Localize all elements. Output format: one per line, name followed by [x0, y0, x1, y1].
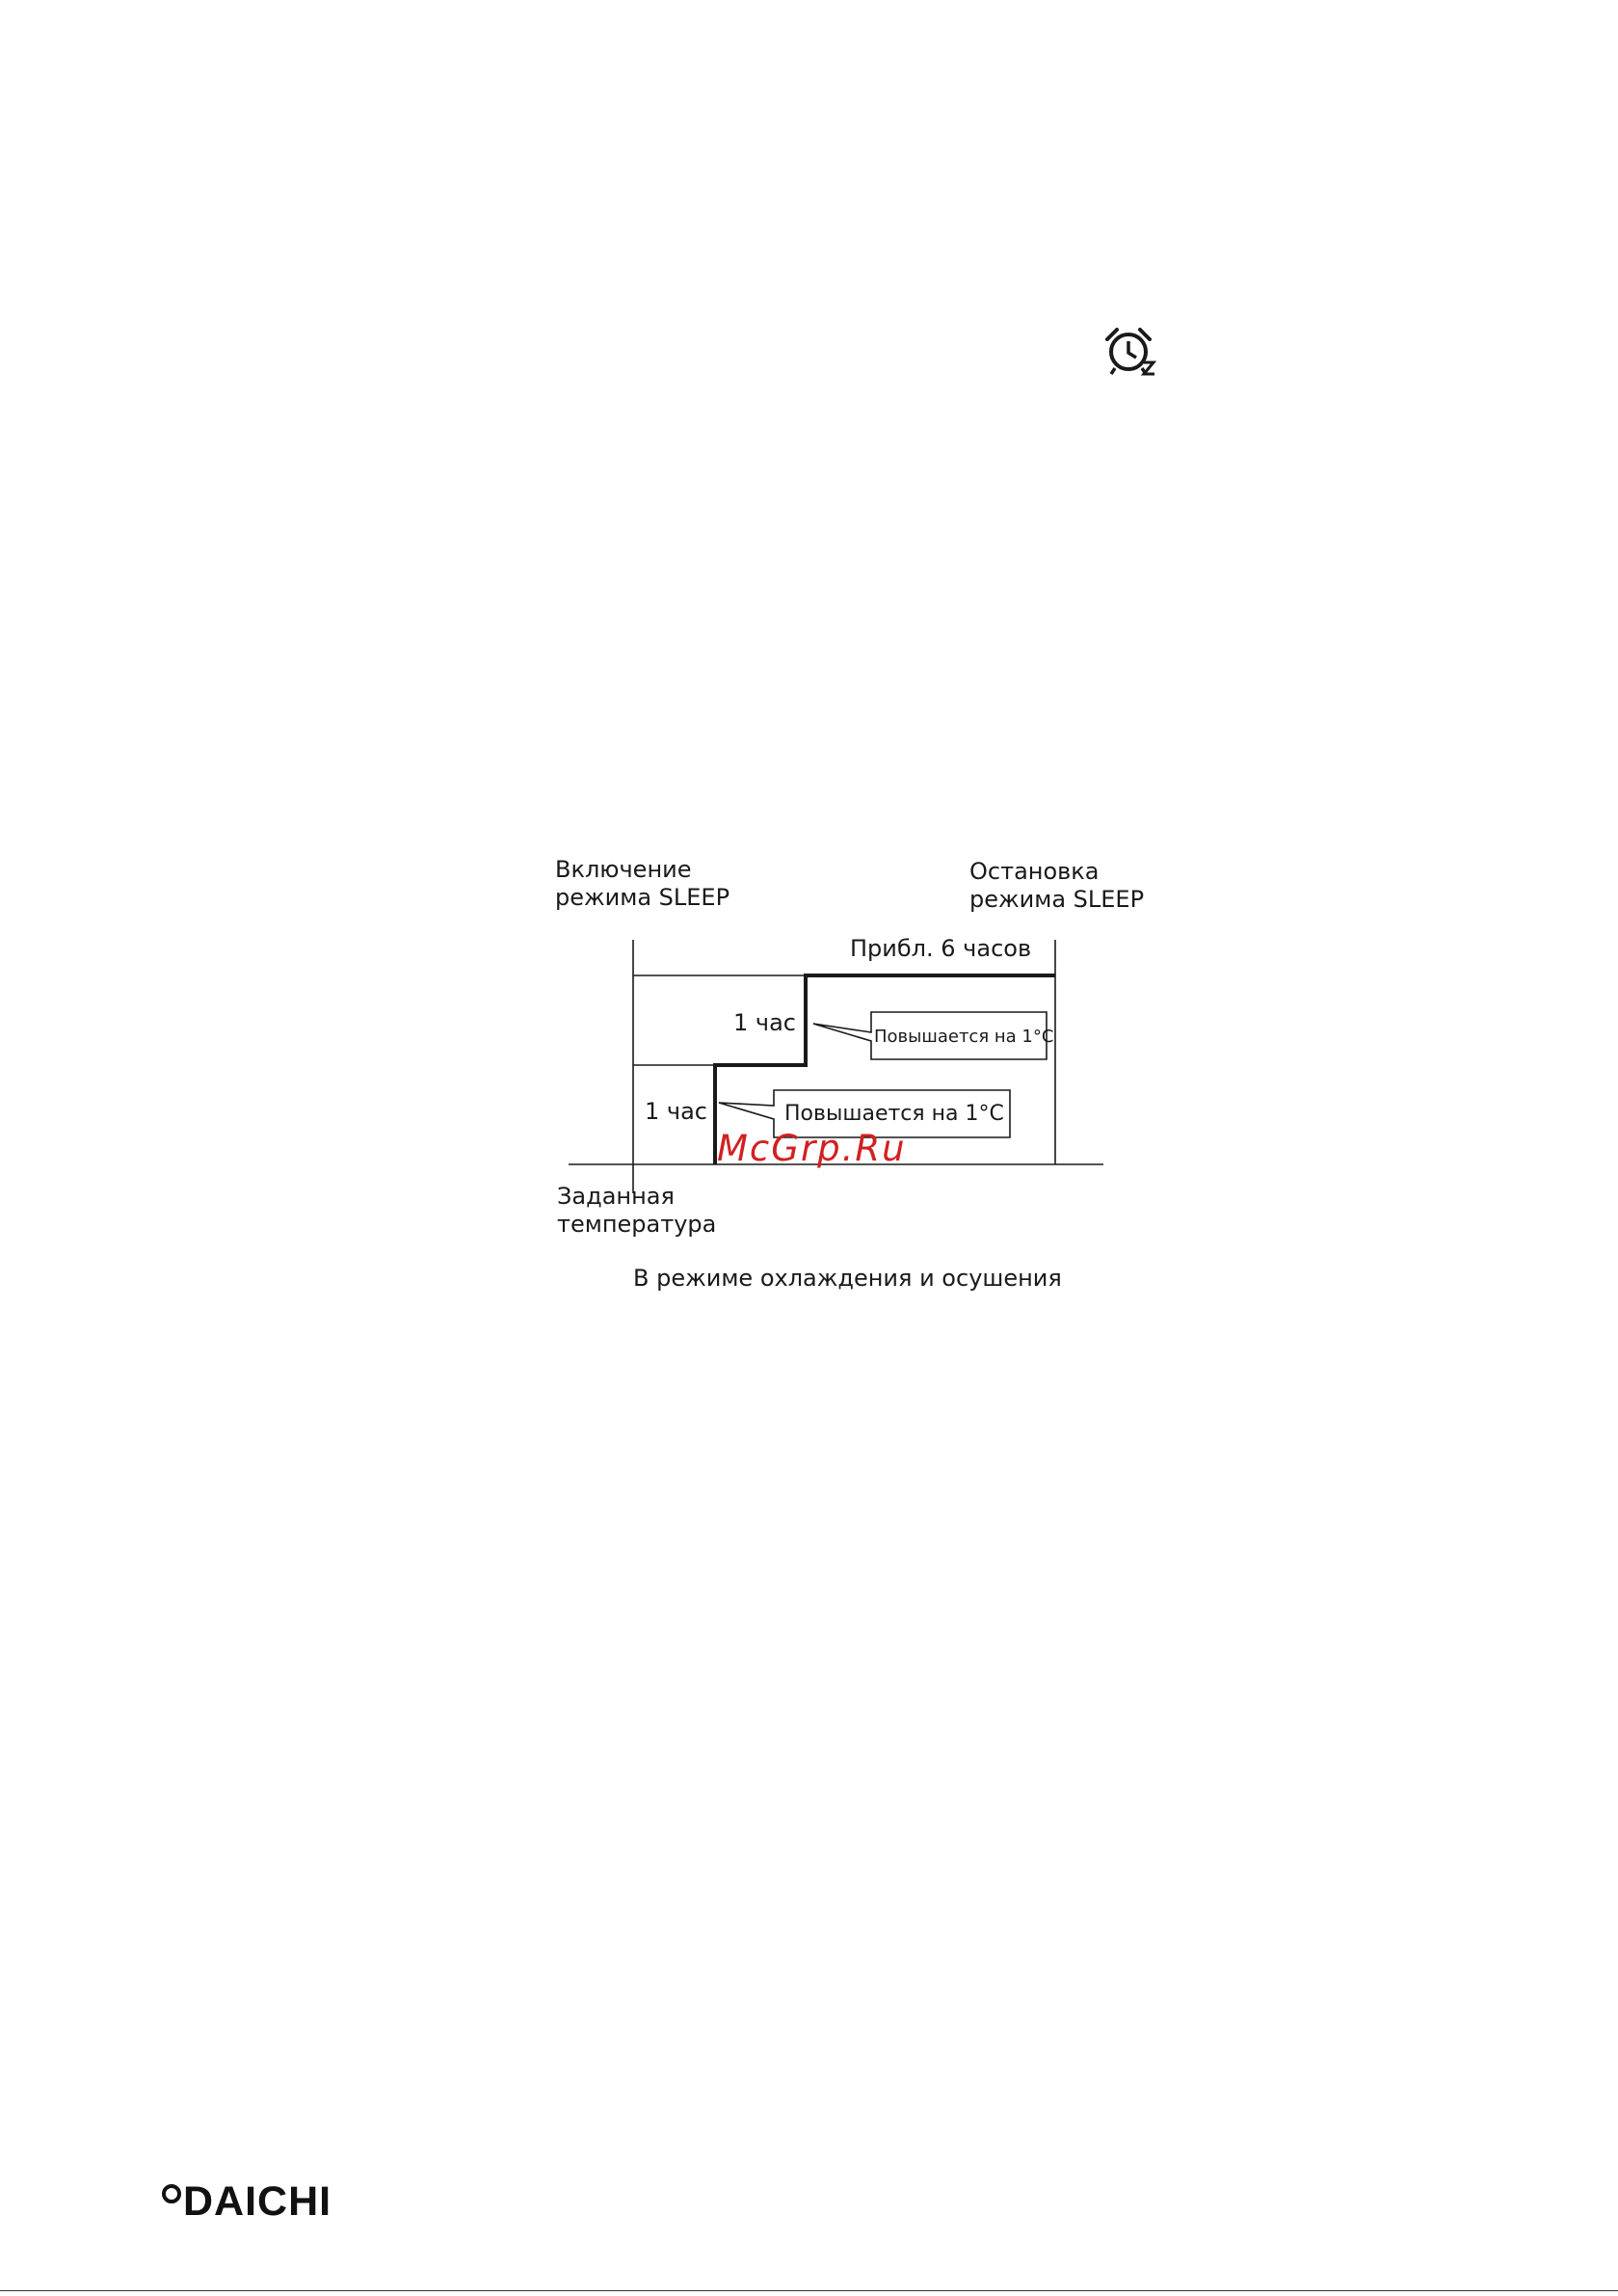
logo-dot-icon — [162, 2184, 181, 2203]
callout-upper-text: Повышается на 1°С — [874, 1027, 1054, 1047]
brand-name: DAICHI — [183, 2178, 332, 2225]
step-upper-duration: 1 час — [733, 1009, 796, 1036]
stop-label-line2: режима SLEEP — [969, 886, 1145, 913]
watermark: McGrp.Ru — [717, 1128, 907, 1169]
set-temp-line1: Заданная — [557, 1183, 675, 1210]
diagram-caption: В режиме охлаждения и осушения — [633, 1265, 1062, 1292]
step-lower-duration: 1 час — [645, 1098, 707, 1125]
callout-lower-text: Повышается на 1°С — [784, 1102, 1004, 1126]
daichi-logo — [162, 2178, 332, 2226]
duration-label: Прибл. 6 часов — [850, 935, 1032, 962]
start-label-line1: Включение — [555, 856, 692, 883]
stop-label-line1: Остановка — [969, 858, 1100, 885]
set-temp-line2: температура — [557, 1211, 717, 1238]
start-label-line2: режима SLEEP — [555, 884, 730, 911]
bottom-rule — [0, 2290, 1618, 2291]
